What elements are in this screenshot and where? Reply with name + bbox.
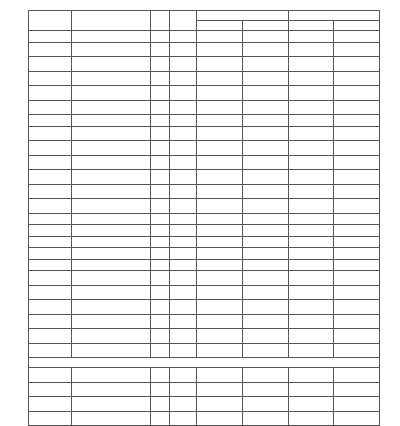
cell-name xyxy=(72,300,151,315)
cell-name xyxy=(72,141,151,156)
cell-c3 xyxy=(288,343,334,358)
cell-c4 xyxy=(334,285,380,300)
cell-name xyxy=(72,71,151,86)
cell-name xyxy=(72,100,151,115)
cell-name xyxy=(72,382,151,397)
cell-code xyxy=(29,300,72,315)
header-code xyxy=(29,11,72,31)
cell-qty xyxy=(170,248,197,260)
cell-c2 xyxy=(242,213,288,225)
table-row xyxy=(29,31,380,43)
cell-c1 xyxy=(197,343,243,358)
table-row xyxy=(29,184,380,199)
cell-c2 xyxy=(242,343,288,358)
cell-code xyxy=(29,259,72,271)
cell-unit xyxy=(151,57,170,72)
cell-code xyxy=(29,343,72,358)
cell-unit xyxy=(151,271,170,286)
cell-qty xyxy=(170,42,197,57)
cell-code xyxy=(29,213,72,225)
cell-name xyxy=(72,170,151,185)
cell-c1 xyxy=(197,248,243,260)
table-row xyxy=(29,329,380,344)
cell-unit xyxy=(151,199,170,214)
cell-c2 xyxy=(242,100,288,115)
cell-name xyxy=(72,57,151,72)
cell-c1 xyxy=(197,141,243,156)
cell-c2 xyxy=(242,155,288,170)
table-row xyxy=(29,248,380,260)
cell-c1 xyxy=(197,314,243,329)
header-name xyxy=(72,11,151,31)
cell-qty xyxy=(170,213,197,225)
cell-c4 xyxy=(334,184,380,199)
cell-c1 xyxy=(197,236,243,248)
cell-c3 xyxy=(288,100,334,115)
header-a1 xyxy=(197,21,243,31)
cell-c1 xyxy=(197,155,243,170)
cell-c3 xyxy=(288,411,334,426)
cell-unit xyxy=(151,300,170,315)
cell-qty xyxy=(170,184,197,199)
cell-code xyxy=(29,314,72,329)
cell-name xyxy=(72,368,151,383)
cell-name xyxy=(72,184,151,199)
cell-c1 xyxy=(197,42,243,57)
cell-c3 xyxy=(288,170,334,185)
cell-name xyxy=(72,236,151,248)
cell-qty xyxy=(170,31,197,43)
cell-c3 xyxy=(288,57,334,72)
cell-c2 xyxy=(242,71,288,86)
cell-unit xyxy=(151,411,170,426)
cell-c4 xyxy=(334,236,380,248)
cell-code xyxy=(29,236,72,248)
cell-unit xyxy=(151,397,170,412)
cell-c1 xyxy=(197,86,243,101)
table-row xyxy=(29,397,380,412)
cell-c2 xyxy=(242,300,288,315)
cell-c2 xyxy=(242,382,288,397)
cell-qty xyxy=(170,126,197,141)
cell-name xyxy=(72,86,151,101)
cell-c4 xyxy=(334,411,380,426)
header-b1 xyxy=(288,21,334,31)
cell-unit xyxy=(151,184,170,199)
table-row xyxy=(29,100,380,115)
cell-c2 xyxy=(242,397,288,412)
cell-c2 xyxy=(242,368,288,383)
cell-c4 xyxy=(334,57,380,72)
cell-code xyxy=(29,199,72,214)
cell-c3 xyxy=(288,368,334,383)
cell-c2 xyxy=(242,248,288,260)
cell-qty xyxy=(170,382,197,397)
cell-qty xyxy=(170,170,197,185)
cell-unit xyxy=(151,100,170,115)
cell-c1 xyxy=(197,397,243,412)
cell-c1 xyxy=(197,170,243,185)
cell-c3 xyxy=(288,155,334,170)
section-heading xyxy=(29,358,380,368)
cell-c2 xyxy=(242,170,288,185)
cell-c2 xyxy=(242,314,288,329)
cell-code xyxy=(29,248,72,260)
cell-code xyxy=(29,57,72,72)
cell-c2 xyxy=(242,199,288,214)
cell-c4 xyxy=(334,248,380,260)
cell-c4 xyxy=(334,31,380,43)
header-row-top xyxy=(29,11,380,21)
cell-unit xyxy=(151,314,170,329)
table-row xyxy=(29,170,380,185)
table-row xyxy=(29,368,380,383)
table-row xyxy=(29,42,380,57)
cell-name xyxy=(72,126,151,141)
cell-c1 xyxy=(197,300,243,315)
cell-c3 xyxy=(288,300,334,315)
cell-c1 xyxy=(197,382,243,397)
cell-c4 xyxy=(334,170,380,185)
cell-c4 xyxy=(334,141,380,156)
cell-unit xyxy=(151,248,170,260)
cell-code xyxy=(29,397,72,412)
cell-c2 xyxy=(242,259,288,271)
cell-c1 xyxy=(197,329,243,344)
cell-c4 xyxy=(334,300,380,315)
cell-qty xyxy=(170,141,197,156)
cell-c4 xyxy=(334,382,380,397)
cell-code xyxy=(29,368,72,383)
cell-c1 xyxy=(197,126,243,141)
cell-unit xyxy=(151,170,170,185)
table-row xyxy=(29,271,380,286)
cell-c3 xyxy=(288,271,334,286)
cell-qty xyxy=(170,100,197,115)
cell-unit xyxy=(151,141,170,156)
table-row xyxy=(29,382,380,397)
cell-c3 xyxy=(288,31,334,43)
cell-qty xyxy=(170,314,197,329)
cell-c3 xyxy=(288,126,334,141)
cell-c2 xyxy=(242,86,288,101)
table-row xyxy=(29,115,380,127)
cell-code xyxy=(29,225,72,237)
cell-c2 xyxy=(242,236,288,248)
cell-c3 xyxy=(288,213,334,225)
cell-unit xyxy=(151,42,170,57)
cell-c2 xyxy=(242,225,288,237)
cell-c3 xyxy=(288,86,334,101)
cell-unit xyxy=(151,31,170,43)
cell-c4 xyxy=(334,155,380,170)
cell-name xyxy=(72,343,151,358)
cell-qty xyxy=(170,225,197,237)
cell-c1 xyxy=(197,368,243,383)
cell-unit xyxy=(151,115,170,127)
cell-c2 xyxy=(242,141,288,156)
cell-c4 xyxy=(334,314,380,329)
cell-c1 xyxy=(197,115,243,127)
cell-c4 xyxy=(334,343,380,358)
table-row xyxy=(29,141,380,156)
cell-unit xyxy=(151,126,170,141)
cell-name xyxy=(72,225,151,237)
cell-c2 xyxy=(242,285,288,300)
cell-c1 xyxy=(197,225,243,237)
cell-c3 xyxy=(288,397,334,412)
cell-unit xyxy=(151,329,170,344)
cell-qty xyxy=(170,115,197,127)
table-row xyxy=(29,343,380,358)
cell-c4 xyxy=(334,259,380,271)
cell-c2 xyxy=(242,271,288,286)
cell-unit xyxy=(151,343,170,358)
cell-name xyxy=(72,397,151,412)
cell-name xyxy=(72,213,151,225)
cell-code xyxy=(29,42,72,57)
header-unit xyxy=(151,11,170,31)
table-row xyxy=(29,411,380,426)
cell-code xyxy=(29,411,72,426)
cell-qty xyxy=(170,236,197,248)
cell-c1 xyxy=(197,411,243,426)
cell-c4 xyxy=(334,115,380,127)
cell-c4 xyxy=(334,225,380,237)
header-b2 xyxy=(334,21,380,31)
cell-qty xyxy=(170,86,197,101)
cell-c2 xyxy=(242,411,288,426)
table-row xyxy=(29,71,380,86)
cell-c3 xyxy=(288,314,334,329)
cell-name xyxy=(72,199,151,214)
cell-code xyxy=(29,100,72,115)
cell-c4 xyxy=(334,86,380,101)
cell-unit xyxy=(151,285,170,300)
header-a2 xyxy=(242,21,288,31)
cell-name xyxy=(72,115,151,127)
cell-c2 xyxy=(242,31,288,43)
table-row xyxy=(29,86,380,101)
cell-name xyxy=(72,411,151,426)
cell-c4 xyxy=(334,368,380,383)
cell-c3 xyxy=(288,71,334,86)
cell-qty xyxy=(170,271,197,286)
cell-c4 xyxy=(334,213,380,225)
price-schedule-sheet xyxy=(28,10,380,426)
cell-code xyxy=(29,31,72,43)
cell-unit xyxy=(151,155,170,170)
cell-code xyxy=(29,170,72,185)
cell-c3 xyxy=(288,236,334,248)
cell-unit xyxy=(151,225,170,237)
cell-unit xyxy=(151,236,170,248)
cell-name xyxy=(72,155,151,170)
table-row xyxy=(29,126,380,141)
cell-code xyxy=(29,141,72,156)
cell-c2 xyxy=(242,115,288,127)
cell-qty xyxy=(170,329,197,344)
cell-c1 xyxy=(197,31,243,43)
cell-unit xyxy=(151,71,170,86)
cell-name xyxy=(72,248,151,260)
cell-code xyxy=(29,382,72,397)
table-row xyxy=(29,225,380,237)
cell-c3 xyxy=(288,42,334,57)
cell-c4 xyxy=(334,271,380,286)
table-row xyxy=(29,213,380,225)
cell-unit xyxy=(151,259,170,271)
cell-c4 xyxy=(334,329,380,344)
table-row xyxy=(29,259,380,271)
cell-code xyxy=(29,184,72,199)
cell-qty xyxy=(170,71,197,86)
cell-c1 xyxy=(197,184,243,199)
table-row xyxy=(29,314,380,329)
cell-qty xyxy=(170,259,197,271)
cell-c3 xyxy=(288,184,334,199)
cell-name xyxy=(72,329,151,344)
cell-name xyxy=(72,314,151,329)
cell-name xyxy=(72,271,151,286)
cell-name xyxy=(72,31,151,43)
cell-code xyxy=(29,329,72,344)
cell-c3 xyxy=(288,225,334,237)
table-body xyxy=(29,11,380,426)
cell-qty xyxy=(170,411,197,426)
header-group-a xyxy=(197,11,289,21)
cell-code xyxy=(29,115,72,127)
table-row xyxy=(29,236,380,248)
cell-qty xyxy=(170,155,197,170)
cell-c4 xyxy=(334,71,380,86)
header-qty xyxy=(170,11,197,31)
cell-unit xyxy=(151,382,170,397)
cell-name xyxy=(72,42,151,57)
price-schedule-table xyxy=(28,10,380,426)
cell-qty xyxy=(170,300,197,315)
cell-c4 xyxy=(334,100,380,115)
cell-c3 xyxy=(288,141,334,156)
table-row xyxy=(29,285,380,300)
cell-c3 xyxy=(288,199,334,214)
cell-c4 xyxy=(334,397,380,412)
cell-c3 xyxy=(288,259,334,271)
cell-c3 xyxy=(288,382,334,397)
cell-unit xyxy=(151,213,170,225)
cell-code xyxy=(29,86,72,101)
cell-c4 xyxy=(334,126,380,141)
cell-c4 xyxy=(334,199,380,214)
cell-c2 xyxy=(242,184,288,199)
cell-code xyxy=(29,285,72,300)
cell-name xyxy=(72,285,151,300)
cell-qty xyxy=(170,368,197,383)
cell-c2 xyxy=(242,126,288,141)
cell-c1 xyxy=(197,100,243,115)
cell-c3 xyxy=(288,329,334,344)
cell-qty xyxy=(170,57,197,72)
table-row xyxy=(29,199,380,214)
cell-code xyxy=(29,71,72,86)
cell-c1 xyxy=(197,199,243,214)
table-row xyxy=(29,155,380,170)
cell-c3 xyxy=(288,248,334,260)
cell-unit xyxy=(151,86,170,101)
cell-name xyxy=(72,259,151,271)
cell-c1 xyxy=(197,71,243,86)
cell-qty xyxy=(170,285,197,300)
cell-qty xyxy=(170,397,197,412)
cell-c2 xyxy=(242,57,288,72)
cell-c4 xyxy=(334,42,380,57)
header-group-b xyxy=(288,11,380,21)
cell-c3 xyxy=(288,285,334,300)
cell-c1 xyxy=(197,57,243,72)
section-heading-row xyxy=(29,358,380,368)
cell-c3 xyxy=(288,115,334,127)
cell-code xyxy=(29,126,72,141)
table-row xyxy=(29,300,380,315)
cell-unit xyxy=(151,368,170,383)
table-row xyxy=(29,57,380,72)
cell-c1 xyxy=(197,285,243,300)
cell-qty xyxy=(170,343,197,358)
cell-c2 xyxy=(242,42,288,57)
cell-c2 xyxy=(242,329,288,344)
cell-code xyxy=(29,155,72,170)
cell-code xyxy=(29,271,72,286)
cell-c1 xyxy=(197,259,243,271)
cell-c1 xyxy=(197,271,243,286)
cell-c1 xyxy=(197,213,243,225)
cell-qty xyxy=(170,199,197,214)
